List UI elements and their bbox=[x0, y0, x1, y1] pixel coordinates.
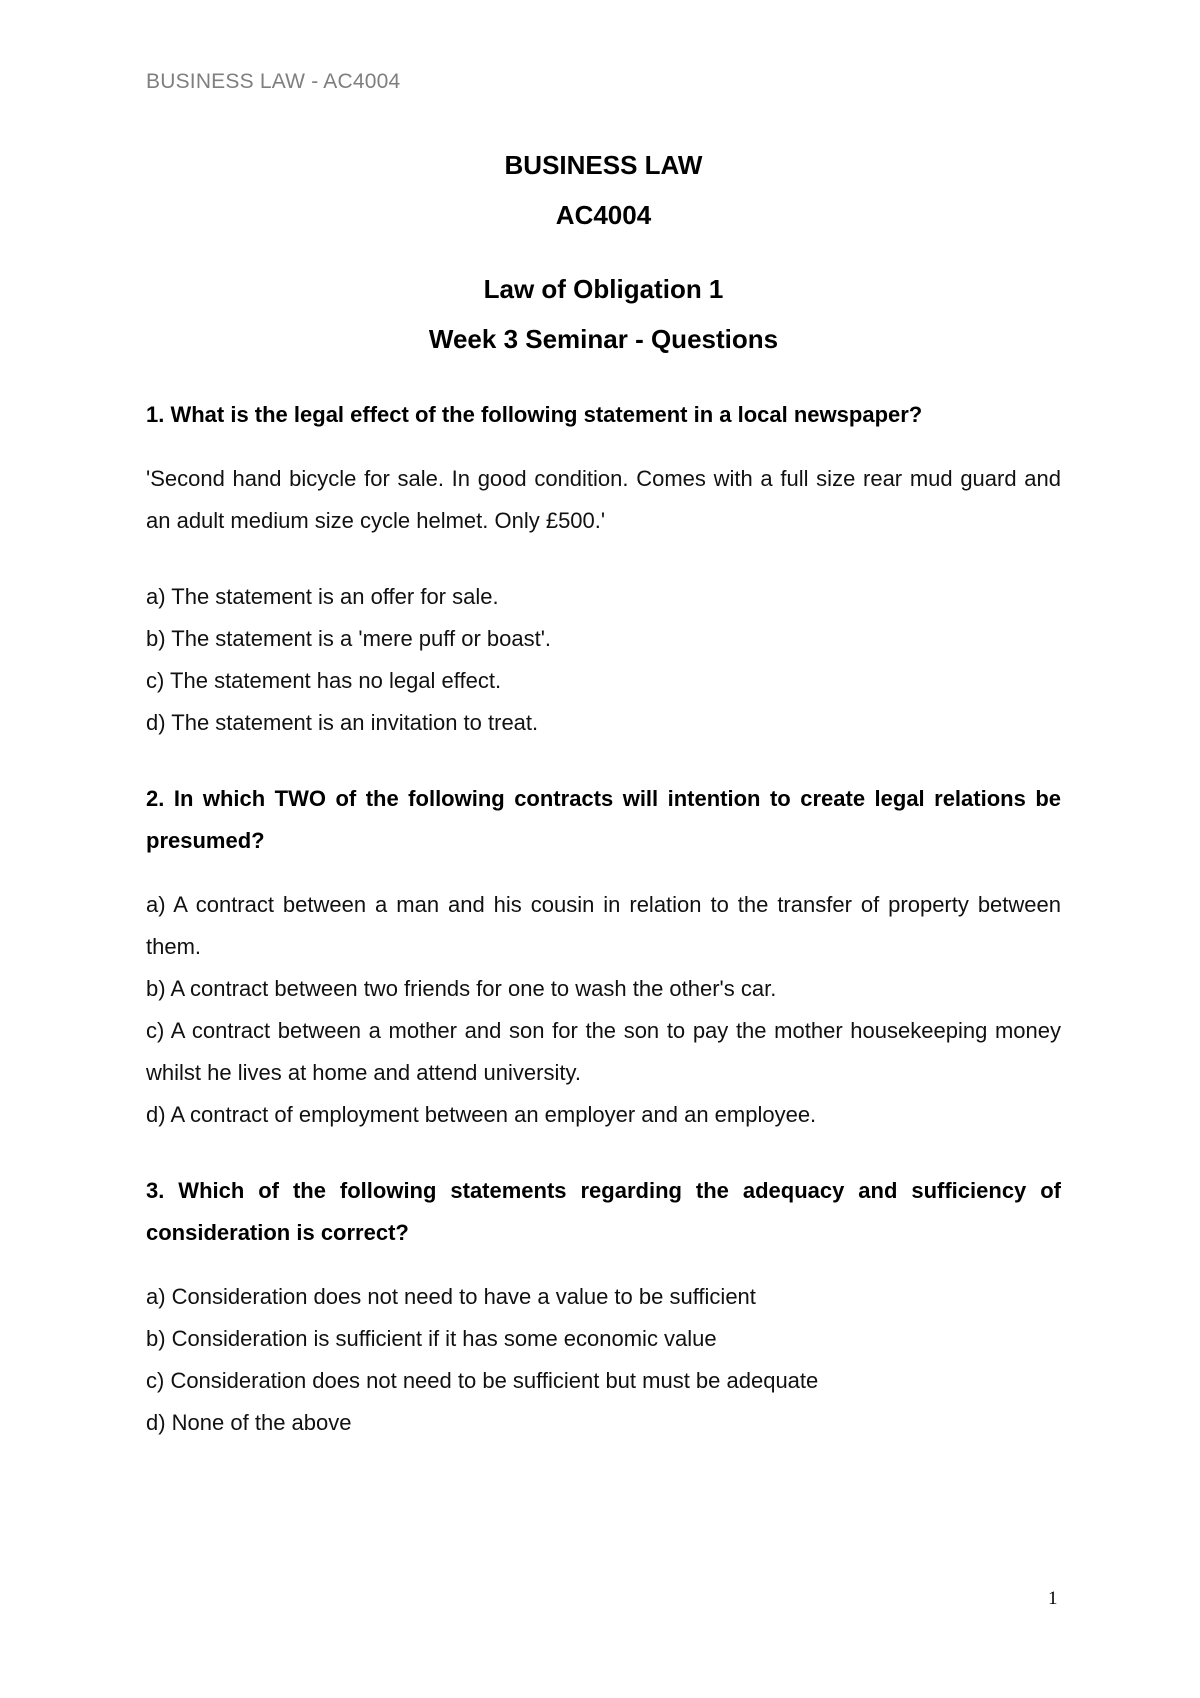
topic-title: Law of Obligation 1 bbox=[483, 274, 724, 304]
option-item: b) Consideration is sufficient if it has some economic value bbox=[146, 1326, 717, 1351]
option-item: d) None of the above bbox=[146, 1410, 352, 1435]
question-3: 3. Which of the following statements regarding the adequacy and sufficiency of consideration is correct? bbox=[146, 1178, 1061, 1245]
question-2: 2. In which TWO of the following contracts will intention to create legal relations be presumed? bbox=[146, 786, 1061, 853]
question-3-options bbox=[146, 1276, 1061, 1444]
option-item: c) Consideration does not need to be sufficient but must be adequate bbox=[146, 1368, 819, 1393]
option-item: a) A contract between a man and his cousin in relation to the transfer of property between them. bbox=[146, 892, 1061, 959]
option-item: c) The statement has no legal effect. bbox=[146, 668, 502, 693]
option-item: d) The statement is an invitation to treat. bbox=[146, 710, 539, 735]
option-item: b) The statement is a 'mere puff or boast'. bbox=[146, 626, 552, 651]
option-item: c) A contract between a mother and son for the son to pay the mother housekeeping money whilst he lives at home and attend university. bbox=[146, 1018, 1061, 1085]
course-title: BUSINESS LAW bbox=[504, 150, 703, 180]
question-1-options bbox=[146, 576, 1061, 744]
question-1-quote: 'Second hand bicycle for sale. In good condition. Comes with a full size rear mud guard and an adult medium size cycle helmet. Only £500.' bbox=[146, 466, 1061, 533]
option-item: a) Consideration does not need to have a value to be sufficient bbox=[146, 1284, 756, 1309]
document-content bbox=[146, 140, 1061, 1444]
seminar-title: Week 3 Seminar - Questions bbox=[428, 324, 779, 354]
course-code: AC4004 bbox=[555, 200, 652, 230]
question-2-options bbox=[146, 884, 1061, 1136]
question-1: 1. What is the legal effect of the following statement in a local newspaper? bbox=[146, 402, 923, 427]
title-block bbox=[146, 140, 1061, 364]
title-spacer bbox=[146, 240, 1061, 264]
running-header: BUSINESS LAW - AC4004 bbox=[146, 70, 401, 93]
option-item: d) A contract of employment between an employer and an employee. bbox=[146, 1102, 817, 1127]
option-item: b) A contract between two friends for one to wash the other's car. bbox=[146, 976, 777, 1001]
page-number: 1 bbox=[1048, 1588, 1058, 1609]
option-item: a) The statement is an offer for sale. bbox=[146, 584, 499, 609]
